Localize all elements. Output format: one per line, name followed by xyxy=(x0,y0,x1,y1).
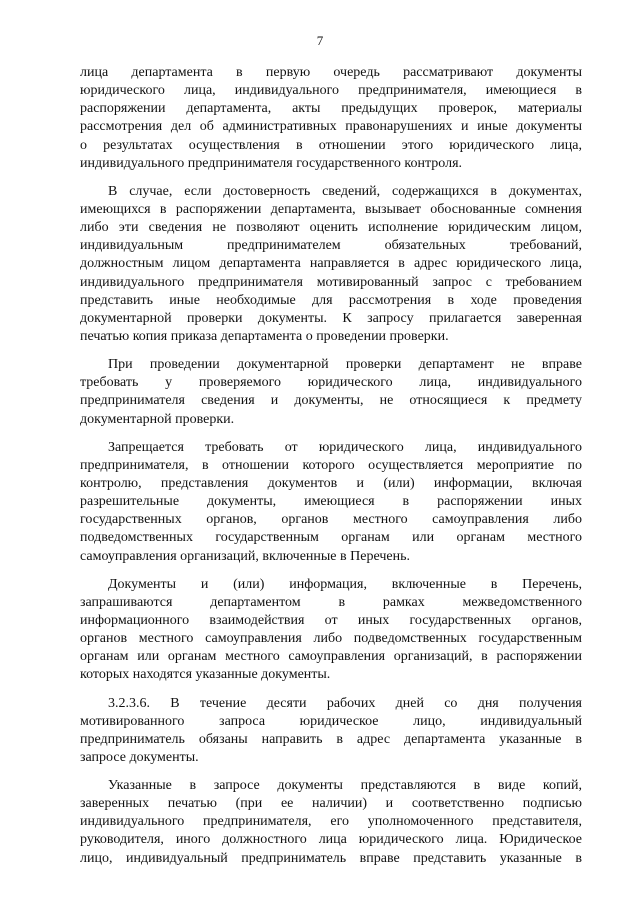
text-line: При проведении документарной проверки департамент не вправе xyxy=(108,357,582,373)
text-line: лица департамента в первую очередь рассматривают документы xyxy=(80,65,582,80)
text-line: индивидуального предпринимателя государственного контроля. xyxy=(80,155,463,171)
text-line: которых находятся указанные документы. xyxy=(80,667,331,683)
text-line: имеющихся в распоряжении департамента, вызывает обоснованные сомнения xyxy=(80,201,582,217)
text-line: мотивированного запроса юридическое лицо, индивидуальный xyxy=(80,713,582,729)
text-line: должностным лицом департамента направляется в адрес юридического лица, xyxy=(80,256,582,272)
paragraph-p6 xyxy=(80,695,582,768)
text-line: разрешительные документы, имеющиеся в распоряжении иных xyxy=(80,494,582,510)
paragraph-p2 xyxy=(80,183,582,346)
text-line: В случае, если достоверность сведений, содержащихся в документах, xyxy=(108,183,582,199)
text-line: органов местного самоуправления либо подведомственных государственным xyxy=(80,631,582,647)
paragraph-p1 xyxy=(80,64,582,173)
paragraph-p4 xyxy=(80,439,582,566)
text-line: рассмотрения дел об административных правонарушениях и иные документы xyxy=(80,119,582,135)
text-line: Запрещается требовать от юридического лица, индивидуального xyxy=(108,439,582,455)
text-line: Документы и (или) информация, включенные в Перечень, xyxy=(108,576,582,592)
text-line: лицо, индивидуальный предприниматель вправе представить указанные в xyxy=(80,850,582,866)
text-line: индивидуального предпринимателя мотивированный запрос с требованием xyxy=(80,274,582,290)
text-line: требовать у проверяемого юридического лица, индивидуального xyxy=(80,375,582,391)
text-line: представить иные необходимые для рассмотрения в ходе проведения xyxy=(80,292,582,308)
text-line: запрашиваются департаментом в рамках межведомственного xyxy=(80,594,582,610)
text-line: запросе документы. xyxy=(80,749,199,765)
text-line: 3.2.3.6. В течение десяти рабочих дней со дня получения xyxy=(108,695,582,711)
text-line: предприниматель обязаны направить в адрес департамента указанные в xyxy=(80,731,582,747)
paragraph-p7 xyxy=(80,777,582,868)
text-line: руководителя, иного должностного лица юридического лица. Юридическое xyxy=(80,832,582,848)
page-number: 7 xyxy=(316,33,324,48)
paragraph-p3 xyxy=(80,356,582,429)
text-line: документарной проверки. xyxy=(80,411,235,427)
text-line: распоряжении департамента, акты предыдущих проверок, материалы xyxy=(80,101,582,117)
text-line: самоуправления организаций, включенные в Перечень. xyxy=(80,548,410,564)
paragraph-p5 xyxy=(80,576,582,685)
text-line: подведомственных государственным органам или органам местного xyxy=(80,530,582,546)
text-line: информационного взаимодействия от иных государственных органов, xyxy=(80,612,582,628)
text-line: предпринимателя, в отношении которого осуществляется мероприятие по xyxy=(80,457,582,473)
text-line: либо эти сведения не позволяют оценить исполнение юридическим лицом, xyxy=(80,220,582,236)
text-line: органам или органам местного самоуправления организаций, в распоряжении xyxy=(80,649,582,665)
text-line: Указанные в запросе документы представляются в виде копий, xyxy=(108,778,582,794)
text-line: индивидуального предпринимателя, его уполномоченного представителя, xyxy=(80,814,582,830)
text-line: государственных органов, органов местного самоуправления либо xyxy=(80,512,582,528)
text-line: предпринимателя сведения и документы, не относящиеся к предмету xyxy=(80,393,582,409)
text-line: индивидуальным предпринимателем обязательных требований, xyxy=(80,238,582,254)
text-line: о результатах осуществления в отношении этого юридического лица, xyxy=(80,137,582,153)
text-line: печатью копия приказа департамента о проведении проверки. xyxy=(80,328,449,344)
document-body xyxy=(80,64,582,878)
text-line: контролю, представления документов и (или) информации, включая xyxy=(80,475,582,491)
text-line: юридического лица, индивидуального предпринимателя, имеющиеся в xyxy=(80,83,582,99)
text-line: документарной проверки документы. К запросу прилагается заверенная xyxy=(80,310,582,326)
text-line: заверенных печатью (при ее наличии) и соответственно подписью xyxy=(80,796,582,812)
